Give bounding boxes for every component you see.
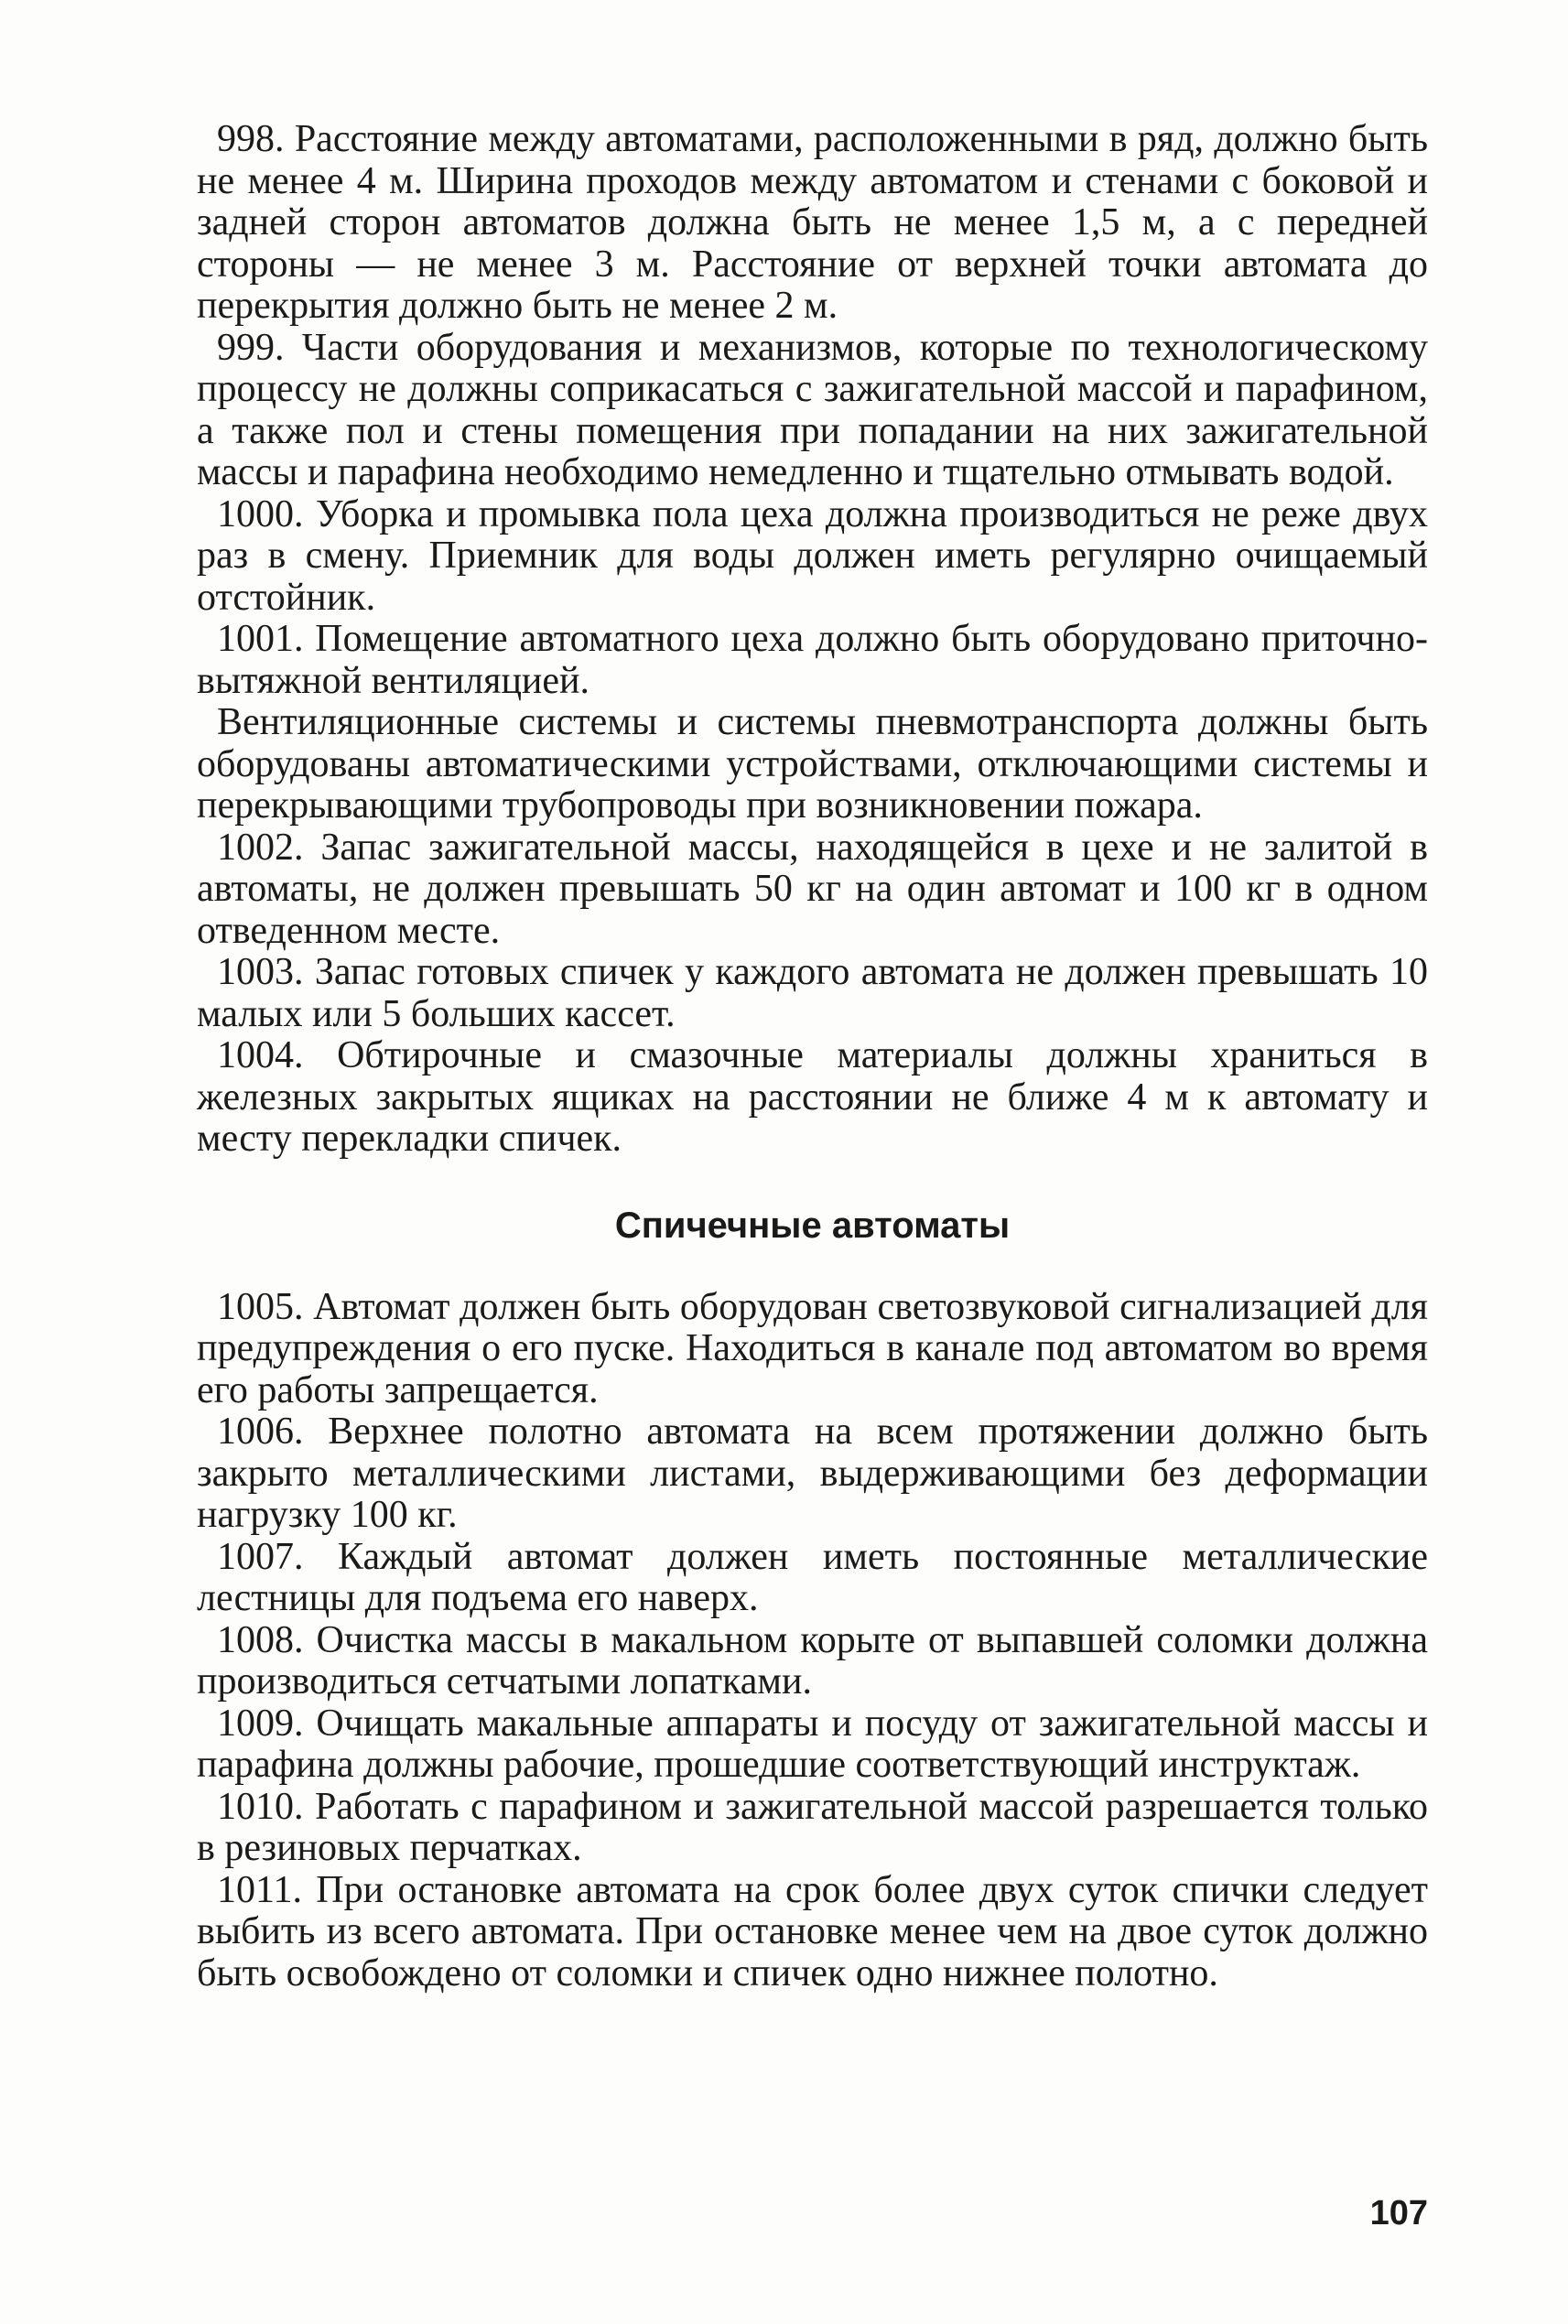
paragraph-ventilation: Вентиляционные системы и системы пневмотранспорта должны быть оборудованы автоматическими устройствами, отключающими системы и перекрывающими трубопроводы при возникновении пожара. [197,701,1428,827]
paragraph-999: 999. Части оборудования и механизмов, которые по технологическому процессу не должны соприкасаться с зажигательной массой и парафином, а также пол и стены помещения при попадании на них зажигательной массы и парафина необходимо немедленно и тщательно отмывать водой. [197,326,1428,493]
paragraph-1005: 1005. Автомат должен быть оборудован светозвуковой сигнализацией для предупреждения о его пуске. Находиться в канале под автоматом во время его работы запрещается. [197,1285,1428,1411]
paragraph-1007: 1007. Каждый автомат должен иметь постоянные металлические лестницы для подъема его наверх. [197,1535,1428,1619]
section-heading: Спичечные автоматы [614,1205,1011,1246]
paragraph-1010: 1010. Работать с парафином и зажигательной массой разрешается только в резиновых перчатках. [197,1785,1428,1869]
paragraph-1008: 1008. Очистка массы в макальном корыте от выпавшей соломки должна производиться сетчатыми лопатками. [197,1618,1428,1702]
body-text [197,119,1428,1994]
paragraph-1011: 1011. При остановке автомата на срок более двух суток спички следует выбить из всего автомата. При остановке менее чем на двое суток должно быть освобождено от соломки и спичек одно нижнее полотно. [197,1868,1428,1994]
paragraph-1000: 1000. Уборка и промывка пола цеха должна производиться не реже двух раз в смену. Приемник для воды должен иметь регулярно очищаемый отстойник. [197,492,1428,619]
page-number: 107 [1369,2194,1428,2232]
paragraph-1009: 1009. Очищать макальные аппараты и посуду от зажигательной массы и парафина должны рабочие, прошедшие соответствующий инструктаж. [197,1702,1428,1786]
paragraph-1002: 1002. Запас зажигательной массы, находящейся в цехе и не залитой в автоматы, не должен превышать 50 кг на один автомат и 100 кг в одном отведенном месте. [197,826,1428,952]
paragraph-1003: 1003. Запас готовых спичек у каждого автомата не должен превышать 10 малых или 5 больших кассет. [197,951,1428,1035]
paragraph-1006: 1006. Верхнее полотно автомата на всем протяжении должно быть закрыто металлическими листами, выдерживающими без деформации нагрузку 100 кг. [197,1411,1428,1536]
paragraph-1001: 1001. Помещение автоматного цеха должно быть оборудовано приточно-вытяжной вентиляцией. [197,618,1428,702]
paragraph-998: 998. Расстояние между автоматами, расположенными в ряд, должно быть не менее 4 м. Ширина проходов между автоматом и стенами с боковой и задней сторон автоматов должна быть не менее 1,5 м, а с передней стороны — не менее 3 м. Расстояние от верхней точки автомата до перекрытия должно быть не менее 2 м. [197,118,1428,327]
paragraph-1004: 1004. Обтирочные и смазочные материалы должны храниться в железных закрытых ящиках на расстоянии не ближе 4 м к автомату и месту перекладки спичек. [197,1034,1428,1160]
